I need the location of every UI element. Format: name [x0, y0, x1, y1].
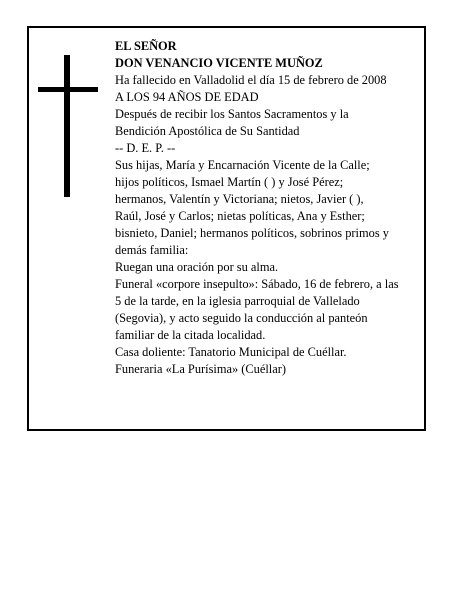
cross-horizontal-bar: [38, 87, 98, 92]
rip-line: -- D. E. P. --: [115, 141, 176, 155]
family-line-3: hermanos, Valentín y Victoriana; nietos, Javier ( ),: [115, 192, 364, 206]
cross-icon: [38, 55, 98, 197]
age-line: A LOS 94 AÑOS DE EDAD: [115, 90, 259, 104]
death-date-line: Ha fallecido en Valladolid el día 15 de febrero de 2008: [115, 73, 387, 87]
funeral-line-2: 5 de la tarde, en la iglesia parroquial de Vallelado: [115, 294, 360, 308]
family-line-4: Raúl, José y Carlos; nietas políticas, Ana y Esther;: [115, 209, 365, 223]
prayer-line: Ruegan una oración por su alma.: [115, 260, 279, 274]
obituary-text: [115, 38, 427, 378]
cross-vertical-bar: [64, 55, 70, 197]
deceased-name: DON VENANCIO VICENTE MUÑOZ: [115, 56, 323, 70]
family-line-6: demás familia:: [115, 243, 189, 257]
family-line-1: Sus hijas, María y Encarnación Vicente de la Calle;: [115, 158, 370, 172]
sacraments-line-2: Bendición Apostólica de Su Santidad: [115, 124, 300, 138]
heading-title: EL SEÑOR: [115, 39, 177, 53]
funeral-line-3: (Segovia), y acto seguido la conducción al panteón: [115, 311, 368, 325]
mourning-house-line: Casa doliente: Tanatorio Municipal de Cuéllar.: [115, 345, 347, 359]
sacraments-line-1: Después de recibir los Santos Sacramentos y la: [115, 107, 349, 121]
family-line-2: hijos políticos, Ismael Martín ( ) y José Pérez;: [115, 175, 344, 189]
funeral-home-line: Funeraria «La Purísima» (Cuéllar): [115, 362, 287, 376]
funeral-line-1: Funeral «corpore insepulto»: Sábado, 16 de febrero, a las: [115, 277, 399, 291]
funeral-line-4: familiar de la citada localidad.: [115, 328, 266, 342]
family-line-5: bisnieto, Daniel; hermanos políticos, sobrinos primos y: [115, 226, 389, 240]
